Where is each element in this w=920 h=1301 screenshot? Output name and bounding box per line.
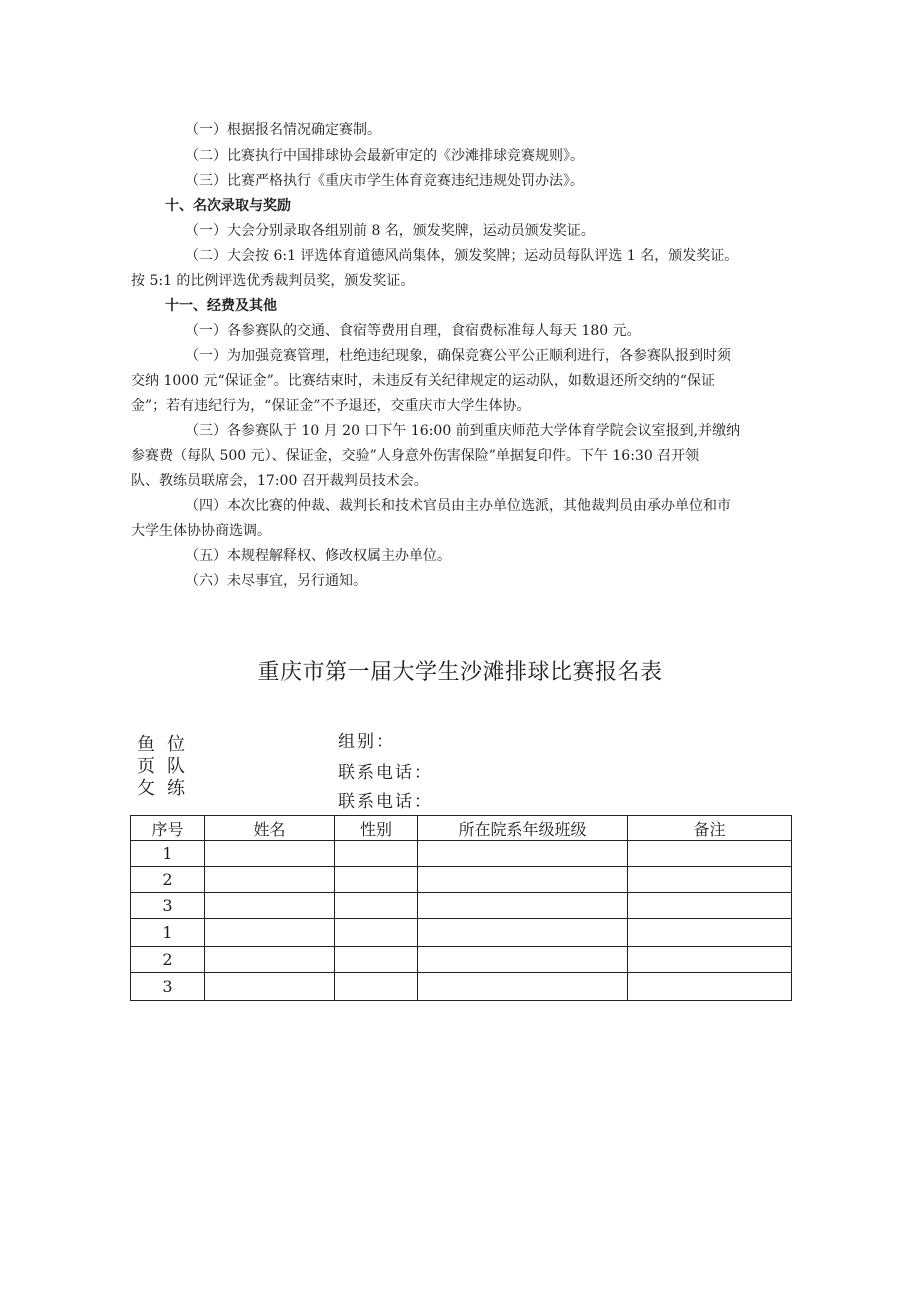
row-number: 1 — [131, 841, 205, 867]
unit-label-char: 位 — [167, 734, 185, 755]
rule-item-line: （四）本次比赛的仲裁、裁判长和技术官员由主办单位选派，其他裁判员由承办单位和市 — [185, 498, 731, 514]
rule-item-line: （一）大会分别录取各组别前 8 名，颁发奖牌，运动员颁发奖证。 — [185, 223, 595, 239]
section-heading-expenses: 十一、经费及其他 — [165, 298, 277, 314]
rule-item-line: （一）各参赛队的交通、食宿等费用自理，食宿费标准每人每天 180 元。 — [185, 323, 641, 339]
department-cell[interactable] — [418, 973, 628, 1001]
rule-item-line: （一）为加强竞赛管理，杜绝违纪现象，确保竞赛公平公正顺利进行，各参赛队报到时须 — [185, 348, 731, 364]
col-header-name: 姓名 — [205, 816, 335, 841]
col-header-gender: 性别 — [335, 816, 418, 841]
col-header-department: 所在院系年级班级 — [418, 816, 628, 841]
unit-label-char: 鱼 — [137, 734, 155, 755]
department-cell[interactable] — [418, 893, 628, 919]
coach-label-char: 练 — [167, 778, 185, 799]
gender-cell[interactable] — [335, 973, 418, 1001]
name-cell[interactable] — [205, 867, 335, 893]
unit-label — [137, 734, 185, 756]
rule-item-line: （二）大会按 6:1 评选体育道德风尚集体，颁发奖牌；运动员每队评选 1 名，颁发奖证。 — [185, 248, 739, 264]
gender-cell[interactable] — [335, 867, 418, 893]
remarks-cell[interactable] — [628, 919, 792, 947]
table-row — [131, 893, 792, 919]
row-number: 2 — [131, 947, 205, 973]
group-label: 组别： — [338, 732, 395, 752]
rule-item-line: （二）比赛执行中国排球协会最新审定的《沙滩排球竞赛规则》。 — [185, 148, 584, 164]
department-cell[interactable] — [418, 947, 628, 973]
coach-label-char: 攵 — [137, 778, 155, 799]
row-number: 1 — [131, 919, 205, 947]
department-cell[interactable] — [418, 841, 628, 867]
rule-item-line: 队、教练员联席会，17:00 召开裁判员技术会。 — [131, 473, 428, 489]
remarks-cell[interactable] — [628, 841, 792, 867]
remarks-cell[interactable] — [628, 893, 792, 919]
remarks-cell[interactable] — [628, 867, 792, 893]
row-number: 3 — [131, 893, 205, 919]
coach-label — [137, 778, 185, 800]
gender-cell[interactable] — [335, 841, 418, 867]
table-row — [131, 919, 792, 947]
section-heading-awards: 十、名次录取与奖励 — [165, 198, 291, 214]
team-label-char: 队 — [167, 756, 185, 777]
gender-cell[interactable] — [335, 893, 418, 919]
team-leader-label — [137, 756, 185, 778]
table-row — [131, 947, 792, 973]
form-title: 重庆市第一届大学生沙滩排球比赛报名表 — [257, 660, 663, 685]
name-cell[interactable] — [205, 973, 335, 1001]
table-row — [131, 841, 792, 867]
table-header-row — [131, 816, 792, 841]
contact-phone-label: 联系电话： — [338, 792, 433, 812]
rule-item-line: （一）根据报名情况确定赛制。 — [185, 122, 381, 138]
team-label-char: 页 — [137, 756, 155, 777]
remarks-cell[interactable] — [628, 973, 792, 1001]
table-row — [131, 973, 792, 1001]
rule-item-line: （六）未尽事宜，另行通知。 — [185, 573, 367, 589]
rule-item-line: 交纳 1000 元“保证金”。比赛结束时，未违反有关纪律规定的运动队，如数退还所交纳的“保证 — [131, 373, 715, 389]
gender-cell[interactable] — [335, 919, 418, 947]
department-cell[interactable] — [418, 867, 628, 893]
col-header-number: 序号 — [131, 816, 205, 841]
department-cell[interactable] — [418, 919, 628, 947]
name-cell[interactable] — [205, 893, 335, 919]
col-header-remarks: 备注 — [628, 816, 792, 841]
table-row — [131, 867, 792, 893]
rule-item-line: （三）比赛严格执行《重庆市学生体育竞赛违纪违规处罚办法》。 — [185, 173, 584, 189]
registration-table — [130, 815, 792, 1001]
name-cell[interactable] — [205, 919, 335, 947]
remarks-cell[interactable] — [628, 947, 792, 973]
name-cell[interactable] — [205, 947, 335, 973]
rule-item-line: 金”；若有违纪行为，“保证金”不予退还，交重庆市大学生体协。 — [131, 398, 531, 414]
name-cell[interactable] — [205, 841, 335, 867]
rule-item-line: 参赛费（每队 500 元）、保证金，交验”人身意外伤害保险”单据复印件。下午 16:30 召开领 — [131, 448, 700, 464]
row-number: 3 — [131, 973, 205, 1001]
rule-item-line: （五）本规程解释权、修改权属主办单位。 — [185, 548, 451, 564]
rule-item-line: （三）各参赛队于 10 月 20 口下午 16:00 前到重庆师范大学体育学院会议室报到,并缴纳 — [185, 423, 741, 439]
rule-item-line: 按 5:1 的比例评选优秀裁判员奖，颁发奖证。 — [131, 273, 415, 289]
row-number: 2 — [131, 867, 205, 893]
contact-phone-label: 联系电话： — [338, 763, 433, 783]
rule-item-line: 大学生体协协商选调。 — [131, 523, 271, 539]
gender-cell[interactable] — [335, 947, 418, 973]
